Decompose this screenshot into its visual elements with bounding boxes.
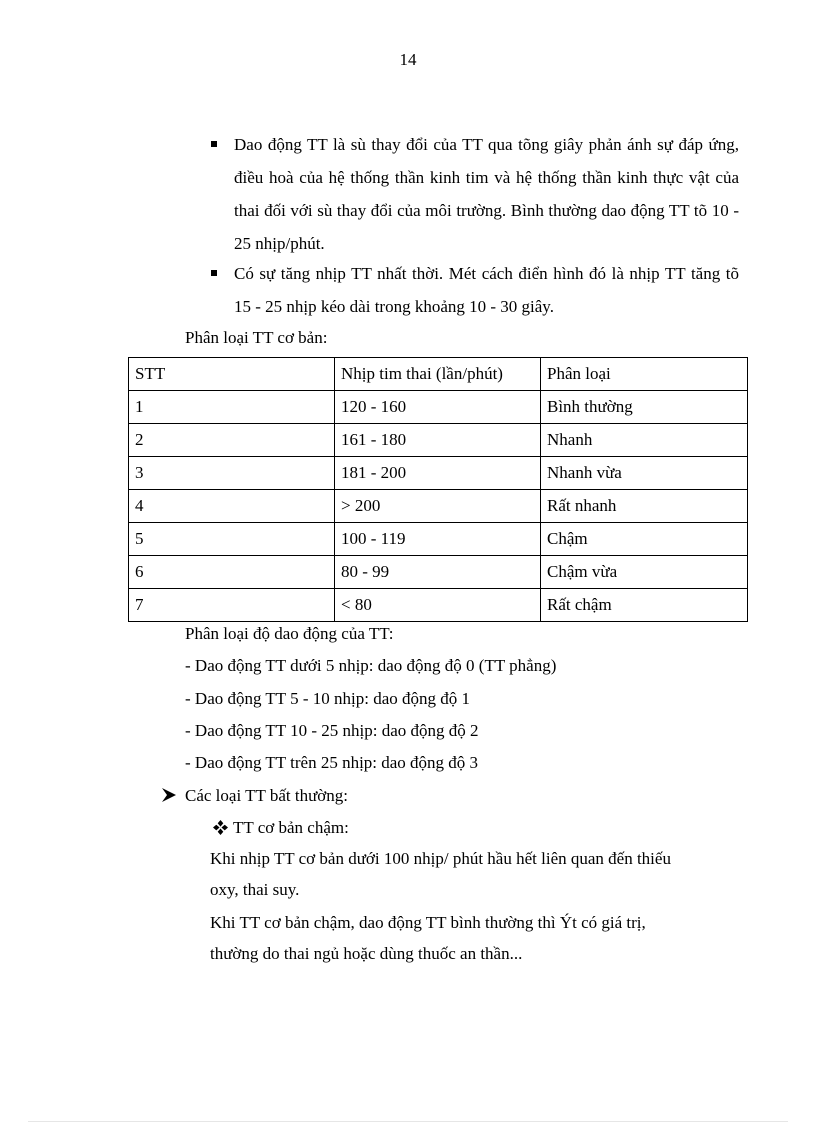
abnormal-paragraph <box>210 843 739 905</box>
header-cell: Nhịp tim thai (lần/phút) <box>335 358 541 391</box>
page-number: 14 <box>399 50 417 69</box>
table-row <box>129 424 748 457</box>
paragraph-line: Khi TT cơ bản chậm, dao động TT bình thường thì Ýt có giá trị, <box>210 913 646 932</box>
table-cell: > 200 <box>335 490 541 523</box>
amplitude-item: - Dao động TT 10 - 25 nhịp: dao động độ 2 <box>185 721 479 740</box>
table-cell: 1 <box>129 391 335 424</box>
table-row <box>129 457 748 490</box>
bullet-text: Dao động TT là sù thay đổi của TT qua tõng giây phản ánh sự đáp ứng, điều hoà của hệ thống thần kinh tim và hệ thống thần kinh thực vật của thai đối với sù thay đổi của môi trường. Bình thường dao động TT tõ 10 - 25 nhịp/phút. <box>234 135 739 253</box>
amplitude-item: - Dao động TT dưới 5 nhịp: dao động độ 0 (TT phẳng) <box>185 656 557 675</box>
amplitude-item: - Dao động TT trên 25 nhịp: dao động độ 3 <box>185 753 479 772</box>
square-bullet-icon <box>211 270 217 276</box>
table-row <box>129 391 748 424</box>
table-cell: 4 <box>129 490 335 523</box>
table-cell: Chậm vừa <box>541 556 748 589</box>
table-cell: 80 - 99 <box>335 556 541 589</box>
table-row <box>129 556 748 589</box>
table-cell: < 80 <box>335 589 541 622</box>
classification-heading: Phân loại TT cơ bản: <box>185 328 328 347</box>
table-cell: Rất nhanh <box>541 490 748 523</box>
table-cell: Bình thường <box>541 391 748 424</box>
table-row <box>129 490 748 523</box>
table-cell: Nhanh <box>541 424 748 457</box>
arrowhead-bullet-icon <box>161 787 177 803</box>
table-cell: 161 - 180 <box>335 424 541 457</box>
table-cell: 6 <box>129 556 335 589</box>
amplitude-heading: Phân loại độ dao động của TT: <box>185 624 394 643</box>
table-header-row <box>129 358 748 391</box>
header-cell: Phân loại <box>541 358 748 391</box>
table-cell: Chậm <box>541 523 748 556</box>
table-cell: 5 <box>129 523 335 556</box>
table-cell: 100 - 119 <box>335 523 541 556</box>
page-bottom-divider <box>28 1121 788 1122</box>
square-bullet-icon <box>211 141 217 147</box>
table-cell: 181 - 200 <box>335 457 541 490</box>
table-row <box>129 523 748 556</box>
amplitude-item: - Dao động TT 5 - 10 nhịp: dao động độ 1 <box>185 689 471 708</box>
table-cell: 7 <box>129 589 335 622</box>
bullet-text: Có sự tăng nhịp TT nhất thời. Mét cách điển hình đó là nhịp TT tăng tõ 15 - 25 nhịp kéo dài trong khoảng 10 - 30 giây. <box>234 264 739 316</box>
table-cell: Nhanh vừa <box>541 457 748 490</box>
abnormal-paragraph <box>210 907 739 969</box>
table-cell: 3 <box>129 457 335 490</box>
table-cell: Rất chậm <box>541 589 748 622</box>
header-cell: STT <box>129 358 335 391</box>
bullet-paragraph <box>234 128 739 260</box>
table-cell: 120 - 160 <box>335 391 541 424</box>
abnormal-subheading: TT cơ bản chậm: <box>233 818 349 837</box>
paragraph-line: Khi nhịp TT cơ bản dưới 100 nhịp/ phút hầu hết liên quan đến thiếu <box>210 849 671 868</box>
table-row <box>129 589 748 622</box>
paragraph-line: thường do thai ngủ hoặc dùng thuốc an thần... <box>210 944 523 963</box>
classification-table <box>128 357 748 622</box>
abnormal-heading: Các loại TT bất thường: <box>185 786 348 805</box>
table-cell: 2 <box>129 424 335 457</box>
bullet-paragraph <box>234 257 739 323</box>
four-diamond-bullet-icon <box>213 820 228 835</box>
paragraph-line: oxy, thai suy. <box>210 880 300 899</box>
